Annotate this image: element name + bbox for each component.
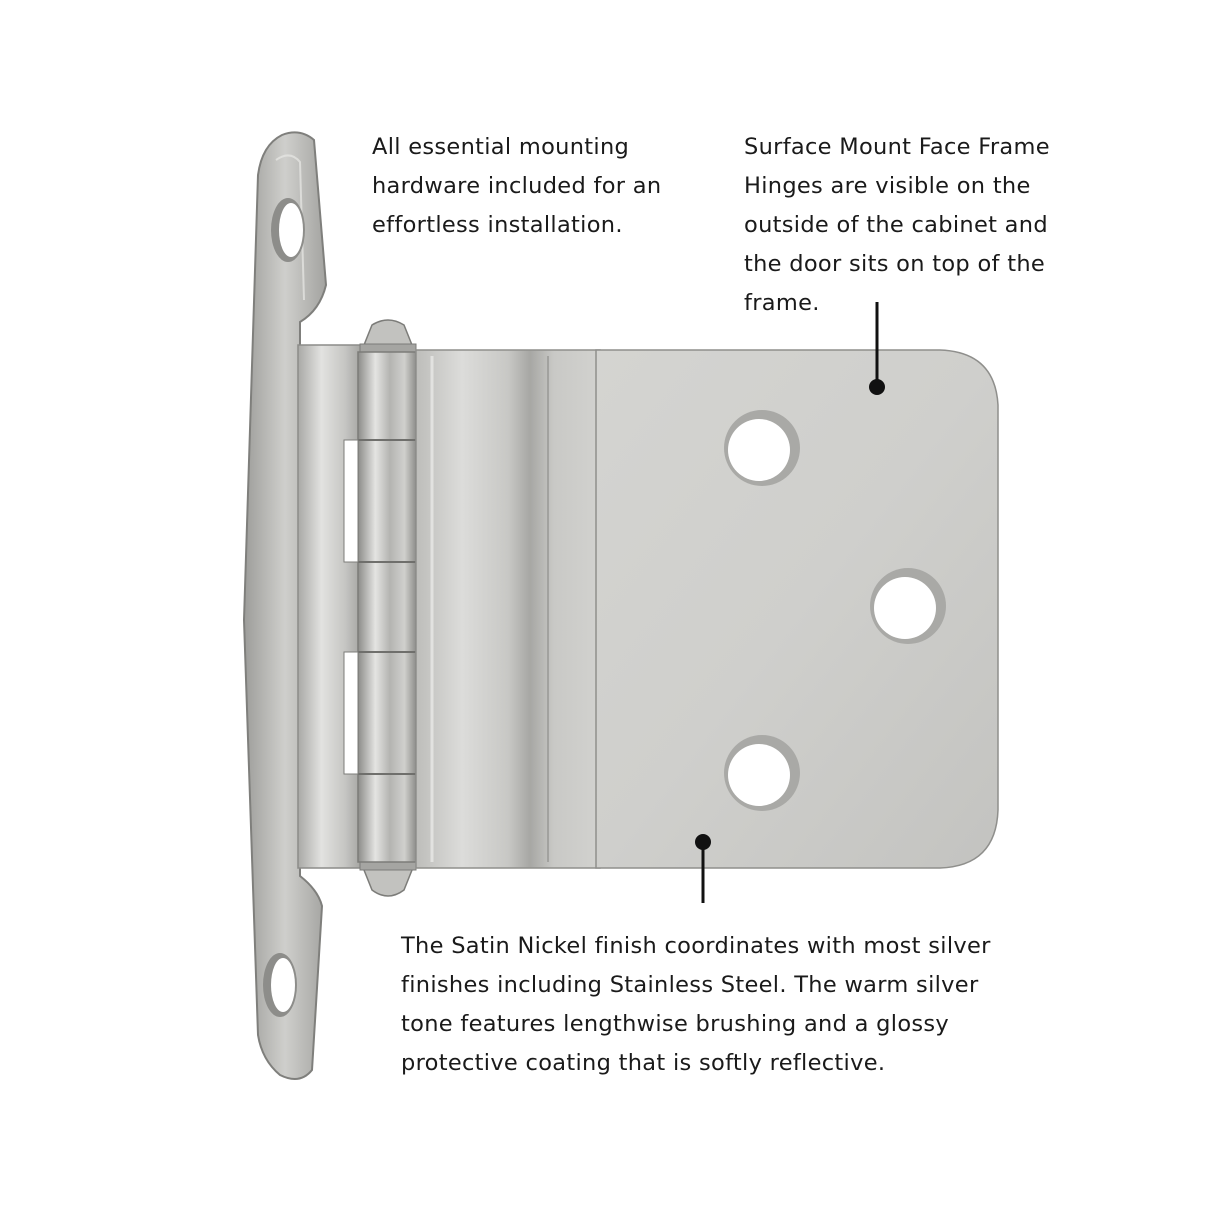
leaf-hole-bottom bbox=[724, 735, 800, 811]
mount-type-callout: Surface Mount Face Frame Hinges are visible on the outside of the cabinet and the door sits on top of the frame. bbox=[744, 134, 1050, 316]
hinge-bend bbox=[416, 350, 600, 868]
pin-cap-bottom bbox=[360, 860, 416, 896]
leaf-hole-middle bbox=[870, 568, 946, 644]
inner-plate bbox=[298, 345, 365, 868]
hardware-callout: All essential mounting hardware included for an effortless installation. bbox=[372, 134, 662, 238]
pin-cap-top bbox=[360, 320, 416, 354]
finish-callout: The Satin Nickel finish coordinates with most silver finishes including Stainless Steel. The warm silver tone features lengthwise brushing and a glossy protective coating that is softly reflective. bbox=[401, 933, 991, 1076]
flange-hole-bottom bbox=[263, 953, 297, 1017]
flange-hole-top bbox=[271, 198, 305, 262]
leaf-hole-top bbox=[724, 410, 800, 486]
